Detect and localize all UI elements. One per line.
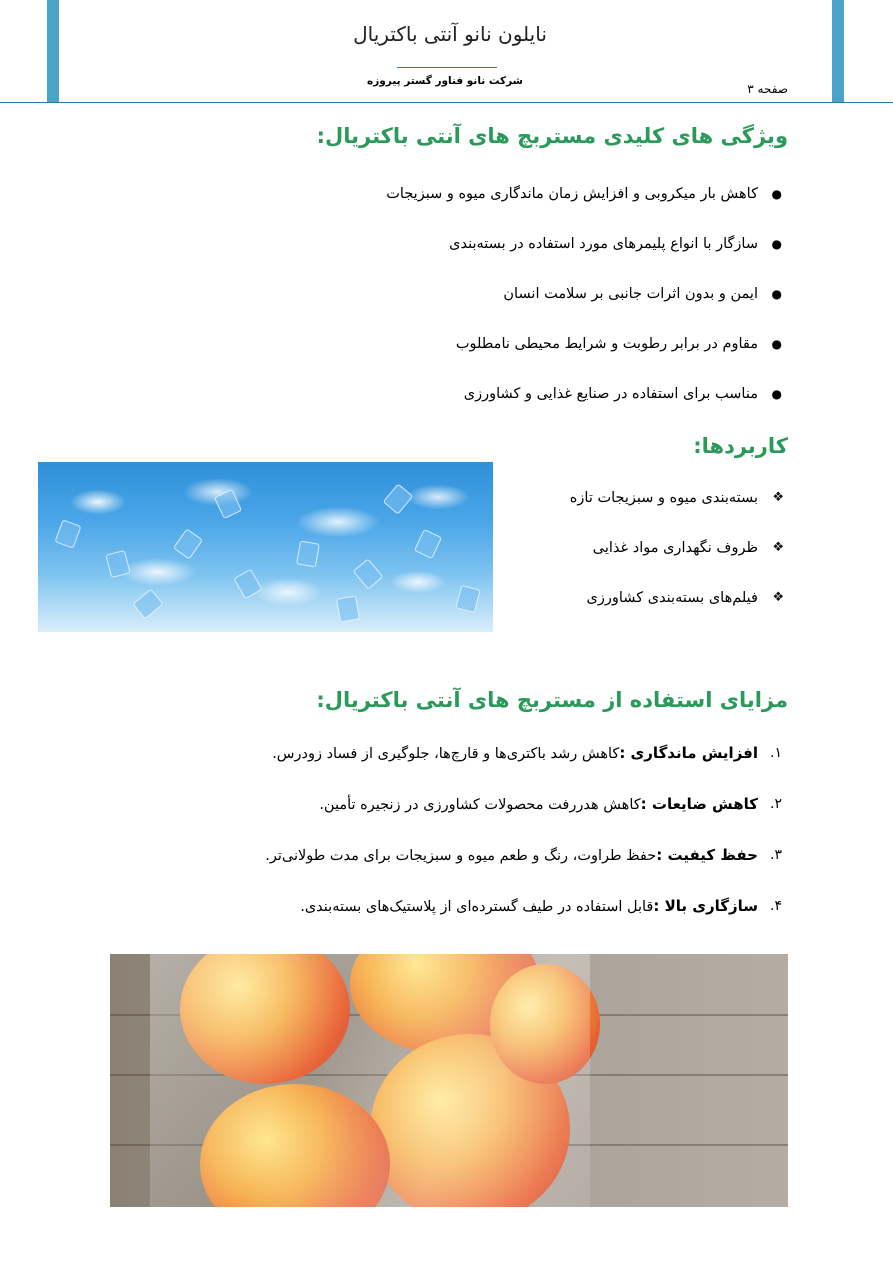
bullet-icon: ● [771,237,782,251]
left-accent-bar [47,0,59,103]
bullet-icon: ● [771,387,782,401]
list-item: ❖ بسته‌بندی میوه و سبزیجات تازه [569,490,784,506]
bullet-icon: ● [771,337,782,351]
company-name: شرکت نانو فناور گستر پیروزه [367,75,523,87]
diamond-bullet-icon: ❖ [772,490,784,505]
title-divider [397,67,497,68]
features-list [386,184,788,404]
apples-in-bag-image [110,954,788,1207]
diamond-bullet-icon: ❖ [772,590,784,605]
list-item: ۴. سازگاری بالا :قابل استفاده در طیف گسترده‌ای از پلاستیک‌های بسته‌بندی. [300,897,782,915]
list-item: ۲. کاهش ضایعات :کاهش هدررفت محصولات کشاورزی در زنجیره تأمین. [319,795,782,813]
header-rule [0,102,893,103]
list-item: ۱. افزایش ماندگاری :کاهش رشد باکتری‌ها و قارچ‌ها، جلوگیری از فساد زودرس. [272,744,782,762]
benefits-heading: مزایای استفاده از مستربچ های آنتی باکتریال: [316,688,788,712]
applications-heading: کاربردها: [693,434,788,458]
list-item: ● ایمن و بدون اثرات جانبی بر سلامت انسان [503,286,782,302]
right-accent-bar [832,0,844,103]
benefits-list [265,743,788,917]
diamond-bullet-icon: ❖ [772,540,784,555]
list-item: ۳. حفظ کیفیت :حفظ طراوت، رنگ و طعم میوه و سبزیجات برای مدت طولانی‌تر. [265,846,782,864]
applications-list [570,488,788,608]
page-number: صفحه ۳ [747,82,788,96]
list-item: ● کاهش بار میکروبی و افزایش زمان ماندگاری میوه و سبزیجات [386,186,782,202]
bullet-icon: ● [771,187,782,201]
list-item: ● مقاوم در برابر رطوبت و شرایط محیطی نامطلوب [455,336,782,352]
bullet-icon: ● [771,287,782,301]
list-item: ● مناسب برای استفاده در صنایع غذایی و کشاورزی [463,386,782,402]
list-item: ❖ فیلم‌های بسته‌بندی کشاورزی [586,590,784,606]
list-item: ● سازگار با انواع پلیمرهای مورد استفاده در بسته‌بندی [449,236,782,252]
document-title: نایلون نانو آنتی باکتریال [353,22,547,46]
list-item: ❖ ظروف نگهداری مواد غذایی [592,540,784,556]
plastic-granules-image [38,462,493,632]
features-heading: ویژگی های کلیدی مستربچ های آنتی باکتریال: [316,124,788,148]
